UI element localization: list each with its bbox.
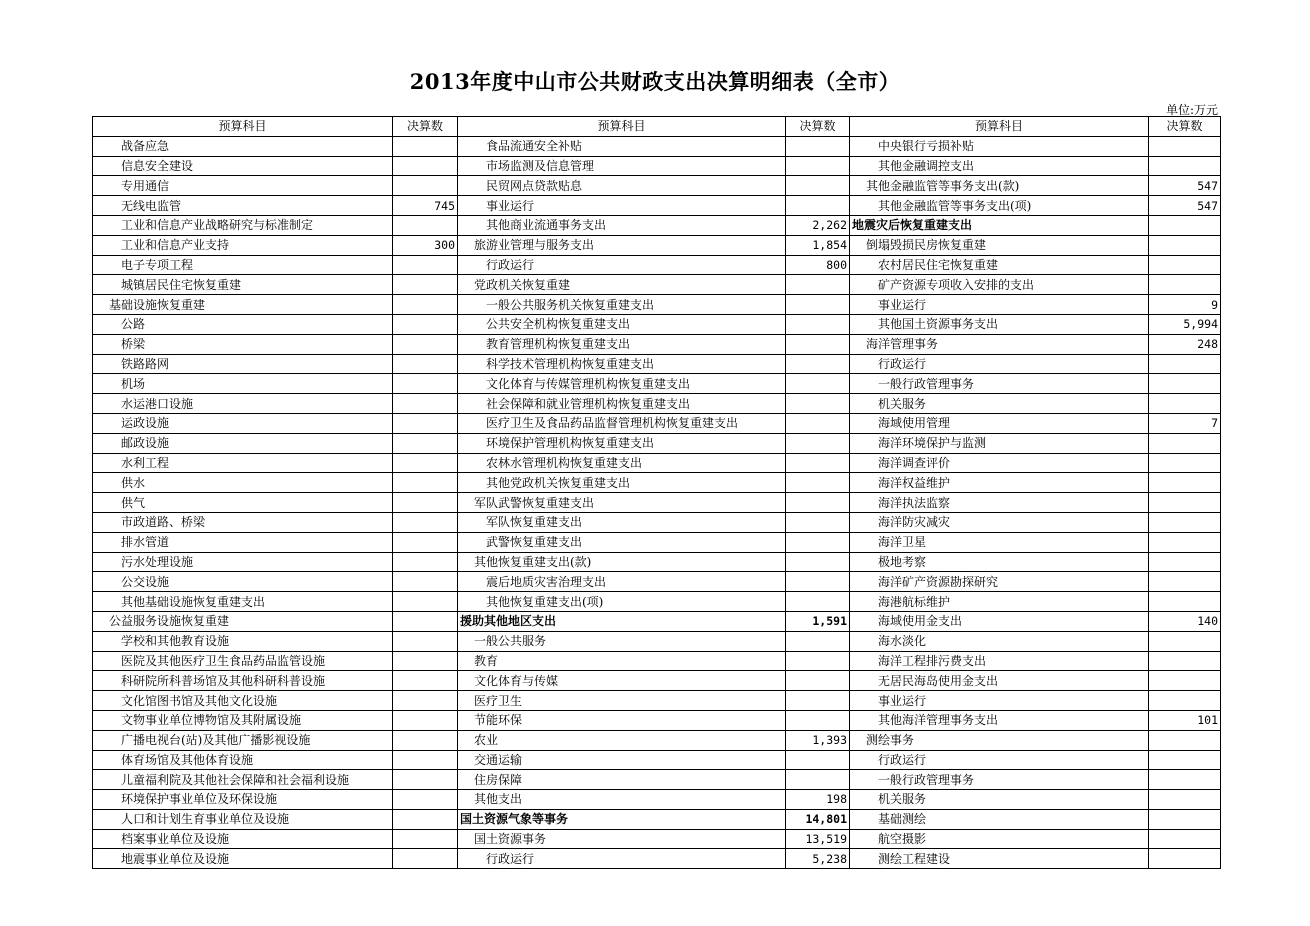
value-cell [786, 572, 850, 592]
subject-cell: 军队武警恢复重建支出 [458, 493, 786, 513]
table-row [93, 235, 1221, 255]
subject-cell: 其他商业流通事务支出 [458, 215, 786, 235]
subject-cell: 文化体育与传媒 [458, 671, 786, 691]
header-value-1: 决算数 [393, 117, 458, 137]
value-cell [1149, 354, 1221, 374]
subject-cell: 航空摄影 [850, 829, 1149, 849]
subject-cell: 环境保护事业单位及环保设施 [93, 790, 393, 810]
header-subject-2: 预算科目 [458, 117, 786, 137]
value-cell [1149, 750, 1221, 770]
table-row [93, 552, 1221, 572]
table-row [93, 512, 1221, 532]
table-row [93, 710, 1221, 730]
subject-cell: 战备应急 [93, 136, 393, 156]
subject-cell: 其他基础设施恢复重建支出 [93, 592, 393, 612]
subject-cell: 水运港口设施 [93, 394, 393, 414]
value-cell: 800 [786, 255, 850, 275]
subject-cell: 其他党政机关恢复重建支出 [458, 473, 786, 493]
value-cell [393, 493, 458, 513]
subject-cell: 国土资源事务 [458, 829, 786, 849]
subject-cell: 测绘事务 [850, 730, 1149, 750]
subject-cell: 公益服务设施恢复重建 [93, 611, 393, 631]
value-cell [393, 790, 458, 810]
value-cell: 248 [1149, 334, 1221, 354]
value-cell [1149, 136, 1221, 156]
value-cell [393, 433, 458, 453]
subject-cell: 海洋管理事务 [850, 334, 1149, 354]
subject-cell: 中央银行亏损补贴 [850, 136, 1149, 156]
value-cell: 1,591 [786, 611, 850, 631]
table-row [93, 790, 1221, 810]
subject-cell: 一般公共服务机关恢复重建支出 [458, 295, 786, 315]
subject-cell: 基础设施恢复重建 [93, 295, 393, 315]
table-body [93, 136, 1221, 868]
subject-cell: 供水 [93, 473, 393, 493]
table-row [93, 572, 1221, 592]
value-cell [786, 631, 850, 651]
value-cell: 5,994 [1149, 314, 1221, 334]
value-cell: 101 [1149, 710, 1221, 730]
value-cell: 140 [1149, 611, 1221, 631]
subject-cell: 医疗卫生 [458, 691, 786, 711]
value-cell [786, 433, 850, 453]
value-cell [393, 176, 458, 196]
subject-cell: 军队恢复重建支出 [458, 512, 786, 532]
subject-cell: 环境保护管理机构恢复重建支出 [458, 433, 786, 453]
subject-cell: 邮政设施 [93, 433, 393, 453]
value-cell [1149, 730, 1221, 750]
value-cell [1149, 453, 1221, 473]
value-cell [1149, 671, 1221, 691]
value-cell [786, 334, 850, 354]
subject-cell: 武警恢复重建支出 [458, 532, 786, 552]
value-cell [393, 512, 458, 532]
value-cell [786, 156, 850, 176]
table-row [93, 413, 1221, 433]
table-row [93, 196, 1221, 216]
value-cell [1149, 394, 1221, 414]
value-cell [786, 691, 850, 711]
table-row [93, 809, 1221, 829]
subject-cell: 海水淡化 [850, 631, 1149, 651]
subject-cell: 民贸网点贷款贴息 [458, 176, 786, 196]
table-row [93, 730, 1221, 750]
subject-cell: 公交设施 [93, 572, 393, 592]
value-cell [1149, 770, 1221, 790]
subject-cell: 无居民海岛使用金支出 [850, 671, 1149, 691]
value-cell: 745 [393, 196, 458, 216]
subject-cell: 矿产资源专项收入安排的支出 [850, 275, 1149, 295]
subject-cell: 其他国土资源事务支出 [850, 314, 1149, 334]
value-cell [786, 394, 850, 414]
value-cell [393, 750, 458, 770]
value-cell [393, 829, 458, 849]
value-cell: 1,393 [786, 730, 850, 750]
subject-cell: 震后地质灾害治理支出 [458, 572, 786, 592]
table-row [93, 136, 1221, 156]
value-cell [1149, 473, 1221, 493]
value-cell: 547 [1149, 176, 1221, 196]
subject-cell: 交通运输 [458, 750, 786, 770]
subject-cell: 文化馆图书馆及其他文化设施 [93, 691, 393, 711]
value-cell [1149, 512, 1221, 532]
value-cell [786, 275, 850, 295]
subject-cell: 其他海洋管理事务支出 [850, 710, 1149, 730]
subject-cell: 公路 [93, 314, 393, 334]
subject-cell: 市政道路、桥梁 [93, 512, 393, 532]
subject-cell: 基础测绘 [850, 809, 1149, 829]
subject-cell: 档案事业单位及设施 [93, 829, 393, 849]
table-row [93, 770, 1221, 790]
value-cell [786, 374, 850, 394]
subject-cell: 儿童福利院及其他社会保障和社会福利设施 [93, 770, 393, 790]
header-row [93, 117, 1221, 137]
subject-cell: 铁路路网 [93, 354, 393, 374]
value-cell [786, 413, 850, 433]
value-cell [786, 512, 850, 532]
table-row [93, 829, 1221, 849]
subject-cell: 行政运行 [458, 849, 786, 869]
subject-cell: 事业运行 [850, 295, 1149, 315]
subject-cell: 教育管理机构恢复重建支出 [458, 334, 786, 354]
table-row [93, 394, 1221, 414]
subject-cell: 医疗卫生及食品药品监督管理机构恢复重建支出 [458, 413, 786, 433]
value-cell [393, 651, 458, 671]
value-cell [393, 671, 458, 691]
value-cell [393, 473, 458, 493]
subject-cell: 人口和计划生育事业单位及设施 [93, 809, 393, 829]
table-row [93, 750, 1221, 770]
subject-cell: 工业和信息产业战略研究与标准制定 [93, 215, 393, 235]
value-cell [1149, 691, 1221, 711]
table-row [93, 493, 1221, 513]
value-cell [393, 730, 458, 750]
value-cell [393, 770, 458, 790]
value-cell [393, 413, 458, 433]
subject-cell: 援助其他地区支出 [458, 611, 786, 631]
table-row [93, 255, 1221, 275]
value-cell [393, 255, 458, 275]
subject-cell: 其他金融监管等事务支出(项) [850, 196, 1149, 216]
subject-cell: 农业 [458, 730, 786, 750]
table-row [93, 691, 1221, 711]
value-cell [1149, 592, 1221, 612]
header-subject-1: 预算科目 [93, 117, 393, 137]
subject-cell: 污水处理设施 [93, 552, 393, 572]
value-cell [393, 394, 458, 414]
value-cell [1149, 572, 1221, 592]
subject-cell: 科研院所科普场馆及其他科研科普设施 [93, 671, 393, 691]
subject-cell: 海洋工程排污费支出 [850, 651, 1149, 671]
value-cell [786, 671, 850, 691]
value-cell [393, 611, 458, 631]
value-cell [786, 176, 850, 196]
subject-cell: 城镇居民住宅恢复重建 [93, 275, 393, 295]
value-cell: 547 [1149, 196, 1221, 216]
subject-cell: 排水管道 [93, 532, 393, 552]
subject-cell: 一般行政管理事务 [850, 374, 1149, 394]
value-cell [393, 215, 458, 235]
table-row [93, 671, 1221, 691]
subject-cell: 地震灾后恢复重建支出 [850, 215, 1149, 235]
header-subject-3: 预算科目 [850, 117, 1149, 137]
table-row [93, 334, 1221, 354]
value-cell [1149, 809, 1221, 829]
subject-cell: 党政机关恢复重建 [458, 275, 786, 295]
value-cell [393, 295, 458, 315]
subject-cell: 测绘工程建设 [850, 849, 1149, 869]
header-value-3: 决算数 [1149, 117, 1221, 137]
subject-cell: 行政运行 [850, 750, 1149, 770]
subject-cell: 其他支出 [458, 790, 786, 810]
value-cell [393, 552, 458, 572]
value-cell: 2,262 [786, 215, 850, 235]
value-cell [1149, 215, 1221, 235]
subject-cell: 市场监测及信息管理 [458, 156, 786, 176]
subject-cell: 海港航标维护 [850, 592, 1149, 612]
subject-cell: 医院及其他医疗卫生食品药品监管设施 [93, 651, 393, 671]
subject-cell: 行政运行 [850, 354, 1149, 374]
subject-cell: 其他金融监管等事务支出(款) [850, 176, 1149, 196]
subject-cell: 食品流通安全补贴 [458, 136, 786, 156]
value-cell [786, 136, 850, 156]
subject-cell: 一般公共服务 [458, 631, 786, 651]
subject-cell: 公共安全机构恢复重建支出 [458, 314, 786, 334]
subject-cell: 事业运行 [458, 196, 786, 216]
value-cell [393, 809, 458, 829]
expenditure-table [92, 116, 1221, 869]
page-title: 2013年度中山市公共财政支出决算明细表（全市） [409, 69, 901, 94]
subject-cell: 科学技术管理机构恢复重建支出 [458, 354, 786, 374]
subject-cell: 机场 [93, 374, 393, 394]
subject-cell: 学校和其他教育设施 [93, 631, 393, 651]
value-cell [786, 314, 850, 334]
value-cell [1149, 433, 1221, 453]
value-cell [786, 453, 850, 473]
subject-cell: 事业运行 [850, 691, 1149, 711]
table-row [93, 156, 1221, 176]
value-cell [393, 314, 458, 334]
value-cell [786, 592, 850, 612]
table-row [93, 532, 1221, 552]
subject-cell: 水利工程 [93, 453, 393, 473]
subject-cell: 体育场馆及其他体育设施 [93, 750, 393, 770]
subject-cell: 无线电监管 [93, 196, 393, 216]
value-cell [1149, 235, 1221, 255]
subject-cell: 海洋执法监察 [850, 493, 1149, 513]
subject-cell: 工业和信息产业支持 [93, 235, 393, 255]
value-cell [393, 691, 458, 711]
value-cell [393, 572, 458, 592]
subject-cell: 电子专项工程 [93, 255, 393, 275]
table-row [93, 592, 1221, 612]
subject-cell: 行政运行 [458, 255, 786, 275]
value-cell: 1,854 [786, 235, 850, 255]
table-row [93, 176, 1221, 196]
value-cell [786, 196, 850, 216]
value-cell [393, 631, 458, 651]
subject-cell: 国土资源气象等事务 [458, 809, 786, 829]
subject-cell: 机关服务 [850, 394, 1149, 414]
value-cell: 198 [786, 790, 850, 810]
subject-cell: 其他恢复重建支出(款) [458, 552, 786, 572]
subject-cell: 农村居民住宅恢复重建 [850, 255, 1149, 275]
value-cell [393, 592, 458, 612]
subject-cell: 运政设施 [93, 413, 393, 433]
header-value-2: 决算数 [786, 117, 850, 137]
subject-cell: 文物事业单位博物馆及其附属设施 [93, 710, 393, 730]
subject-cell: 海洋卫星 [850, 532, 1149, 552]
subject-cell: 信息安全建设 [93, 156, 393, 176]
value-cell [1149, 374, 1221, 394]
value-cell [786, 710, 850, 730]
unit-label: 单位:万元 [1165, 103, 1218, 117]
value-cell [393, 374, 458, 394]
value-cell [393, 354, 458, 374]
value-cell [1149, 651, 1221, 671]
subject-cell: 机关服务 [850, 790, 1149, 810]
value-cell [1149, 631, 1221, 651]
value-cell: 5,238 [786, 849, 850, 869]
value-cell [393, 453, 458, 473]
subject-cell: 文化体育与传媒管理机构恢复重建支出 [458, 374, 786, 394]
subject-cell: 广播电视台(站)及其他广播影视设施 [93, 730, 393, 750]
value-cell [786, 770, 850, 790]
table-row [93, 631, 1221, 651]
value-cell [393, 334, 458, 354]
subject-cell: 农林水管理机构恢复重建支出 [458, 453, 786, 473]
subject-cell: 海域使用管理 [850, 413, 1149, 433]
table-row [93, 275, 1221, 295]
subject-cell: 桥梁 [93, 334, 393, 354]
subject-cell: 节能环保 [458, 710, 786, 730]
value-cell: 14,801 [786, 809, 850, 829]
subject-cell: 海洋矿产资源勘探研究 [850, 572, 1149, 592]
subject-cell: 极地考察 [850, 552, 1149, 572]
value-cell [1149, 552, 1221, 572]
table-row [93, 215, 1221, 235]
value-cell [786, 532, 850, 552]
value-cell [393, 275, 458, 295]
table-row [93, 354, 1221, 374]
subject-cell: 专用通信 [93, 176, 393, 196]
table-row [93, 453, 1221, 473]
value-cell [786, 354, 850, 374]
value-cell [1149, 493, 1221, 513]
value-cell [1149, 849, 1221, 869]
value-cell: 300 [393, 235, 458, 255]
subject-cell: 海洋环境保护与监测 [850, 433, 1149, 453]
subject-cell: 供气 [93, 493, 393, 513]
table-row [93, 473, 1221, 493]
value-cell: 13,519 [786, 829, 850, 849]
value-cell [1149, 255, 1221, 275]
subject-cell: 社会保障和就业管理机构恢复重建支出 [458, 394, 786, 414]
table-row [93, 433, 1221, 453]
subject-cell: 教育 [458, 651, 786, 671]
subject-cell: 海洋调查评价 [850, 453, 1149, 473]
value-cell [1149, 275, 1221, 295]
value-cell: 9 [1149, 295, 1221, 315]
value-cell [1149, 829, 1221, 849]
subject-cell: 一般行政管理事务 [850, 770, 1149, 790]
subject-cell: 其他恢复重建支出(项) [458, 592, 786, 612]
value-cell [393, 136, 458, 156]
subject-cell: 海域使用金支出 [850, 611, 1149, 631]
table-row [93, 374, 1221, 394]
table-row [93, 611, 1221, 631]
value-cell [786, 552, 850, 572]
subject-cell: 住房保障 [458, 770, 786, 790]
value-cell [786, 473, 850, 493]
table-row [93, 295, 1221, 315]
subject-cell: 海洋防灾减灾 [850, 512, 1149, 532]
value-cell [786, 651, 850, 671]
value-cell [393, 849, 458, 869]
table-row [93, 651, 1221, 671]
subject-cell: 海洋权益维护 [850, 473, 1149, 493]
subject-cell: 其他金融调控支出 [850, 156, 1149, 176]
table-row [93, 849, 1221, 869]
value-cell [1149, 532, 1221, 552]
value-cell [786, 295, 850, 315]
value-cell [393, 532, 458, 552]
value-cell [786, 493, 850, 513]
value-cell [393, 156, 458, 176]
value-cell [1149, 156, 1221, 176]
value-cell: 7 [1149, 413, 1221, 433]
subject-cell: 倒塌毁损民房恢复重建 [850, 235, 1149, 255]
value-cell [1149, 790, 1221, 810]
table-row [93, 314, 1221, 334]
subject-cell: 地震事业单位及设施 [93, 849, 393, 869]
subject-cell: 旅游业管理与服务支出 [458, 235, 786, 255]
value-cell [786, 750, 850, 770]
value-cell [393, 710, 458, 730]
